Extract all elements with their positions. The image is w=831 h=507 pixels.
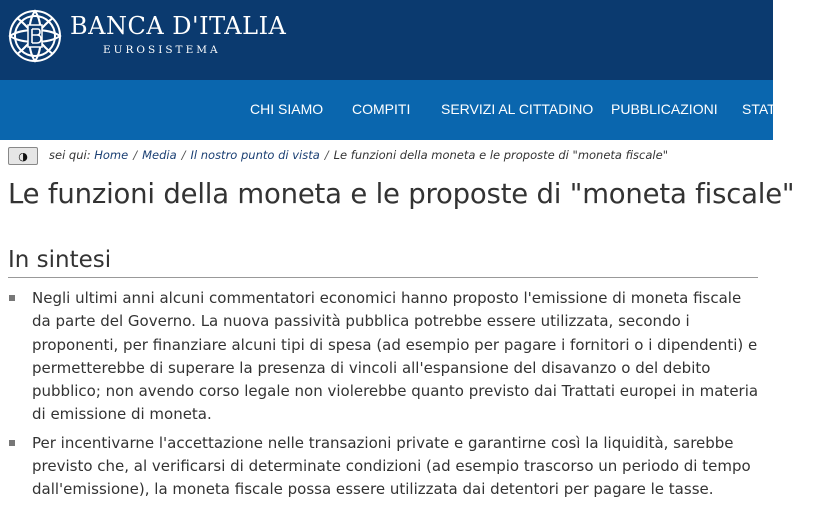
brand-subtitle: EUROSISTEMA xyxy=(103,44,221,56)
section-title-in-sintesi: In sintesi xyxy=(8,245,758,278)
summary-list xyxy=(8,287,760,507)
summary-list-item: Negli ultimi anni alcuni commentatori economici hanno proposto l'emissione di moneta fiscale da parte del Governo. La nuova passività pubblica potrebbe essere utilizzata, secondo i proponenti, per finanziare alcuni tipi di spesa (ad esempio per pagare i fornitori o i dipendenti) e permetterebbe di superare la presenza di vincoli all'espansione del disavanzo o del debito pubblico; non avendo corso legale non violerebbe quanto previsto dai Trattati europei in materia di emissione di moneta. xyxy=(8,287,760,427)
breadcrumb-link-media[interactable]: Media xyxy=(142,148,177,162)
nav-item-servizi-al-cittadino[interactable]: SERVIZI AL CITTADINO xyxy=(441,101,594,117)
breadcrumb-link-home[interactable]: Home xyxy=(94,148,129,162)
nav-item-compiti[interactable]: COMPITI xyxy=(352,101,411,117)
banca-italia-logo-icon[interactable] xyxy=(7,8,63,64)
nav-item-statistiche[interactable]: STATISTICHE xyxy=(742,101,831,117)
contrast-toggle-button[interactable] xyxy=(8,147,38,165)
breadcrumb-separator: / xyxy=(181,148,186,162)
breadcrumb-separator: / xyxy=(133,148,138,162)
page-title: Le funzioni della moneta e le proposte di "moneta fiscale" xyxy=(8,178,795,210)
brand-name[interactable]: BANCA D'ITALIA xyxy=(70,12,287,40)
breadcrumb xyxy=(49,148,668,162)
nav-item-pubblicazioni[interactable]: PUBBLICAZIONI xyxy=(611,101,718,117)
nav-item-chi-siamo[interactable]: CHI SIAMO xyxy=(250,101,324,117)
summary-list-item: Per incentivarne l'accettazione nelle transazioni private e garantirne così la liquidità, sarebbe previsto che, al verificarsi di determinate condizioni (ad esempio trascorso un periodo di tempo dall'emissione), la moneta fiscale possa essere utilizzata dai detentori per pagare le tasse. xyxy=(8,432,760,502)
site-header xyxy=(0,0,773,80)
contrast-icon: ◑ xyxy=(18,149,28,163)
breadcrumb-separator: / xyxy=(324,148,329,162)
breadcrumb-prefix: sei qui: xyxy=(49,148,91,162)
main-nav xyxy=(0,80,831,140)
breadcrumb-link-punto-di-vista[interactable]: Il nostro punto di vista xyxy=(190,148,320,162)
breadcrumb-current: Le funzioni della moneta e le proposte di "moneta fiscale" xyxy=(333,148,668,162)
